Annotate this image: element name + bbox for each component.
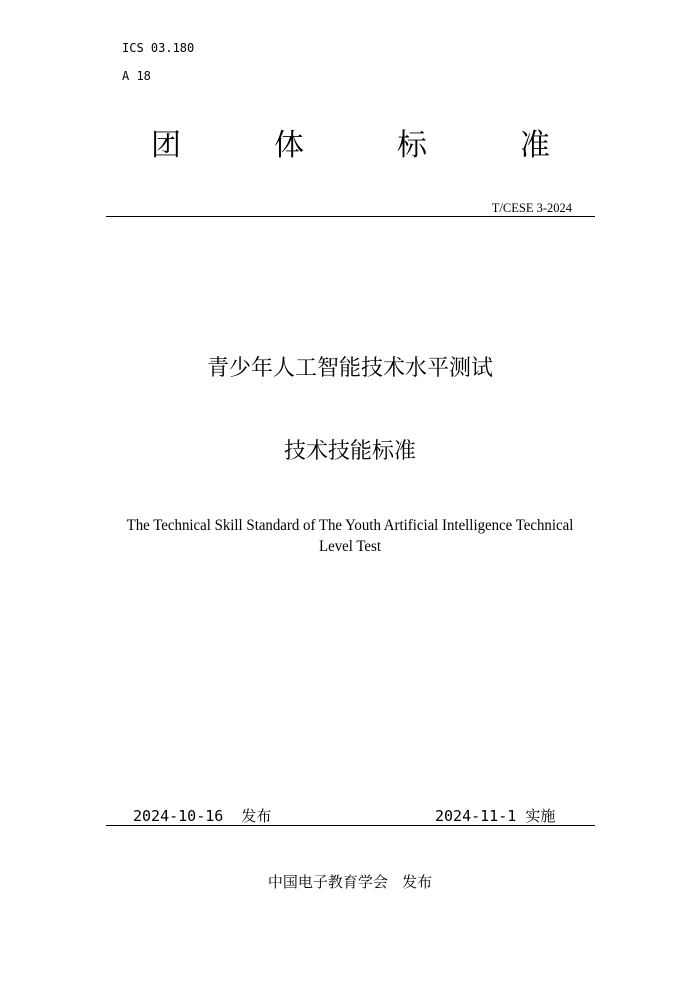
implementation-label: 实施 bbox=[525, 807, 556, 825]
issue-label: 发布 bbox=[241, 807, 272, 825]
header-divider bbox=[106, 216, 595, 217]
implementation-date: 2024-11-1 bbox=[435, 807, 517, 825]
publisher-name: 中国电子教育学会 bbox=[267, 873, 388, 891]
standard-type-char: 团 bbox=[151, 128, 181, 163]
publisher-label: 发布 bbox=[402, 873, 433, 891]
standard-type-char: 准 bbox=[520, 128, 550, 163]
title-chinese-line1: 青少年人工智能技术水平测试 bbox=[206, 356, 493, 381]
title-english: The Technical Skill Standard of The Youth Artificial Intelligence Technical Level Test bbox=[126, 517, 574, 555]
standard-number: T/CESE 3-2024 bbox=[491, 201, 572, 215]
standard-type-char: 体 bbox=[274, 128, 304, 163]
ics-code: ICS 03.180 bbox=[122, 41, 195, 55]
issue-date-line bbox=[133, 806, 271, 826]
footer-divider bbox=[106, 825, 595, 826]
implementation-date-line bbox=[435, 806, 555, 826]
classification-code: A 18 bbox=[122, 69, 151, 83]
publisher-line bbox=[0, 872, 700, 892]
standard-type-char: 标 bbox=[397, 128, 427, 163]
issue-date: 2024-10-16 bbox=[133, 807, 224, 825]
title-chinese-line2: 技术技能标准 bbox=[283, 439, 416, 464]
standard-type-heading bbox=[0, 127, 700, 167]
